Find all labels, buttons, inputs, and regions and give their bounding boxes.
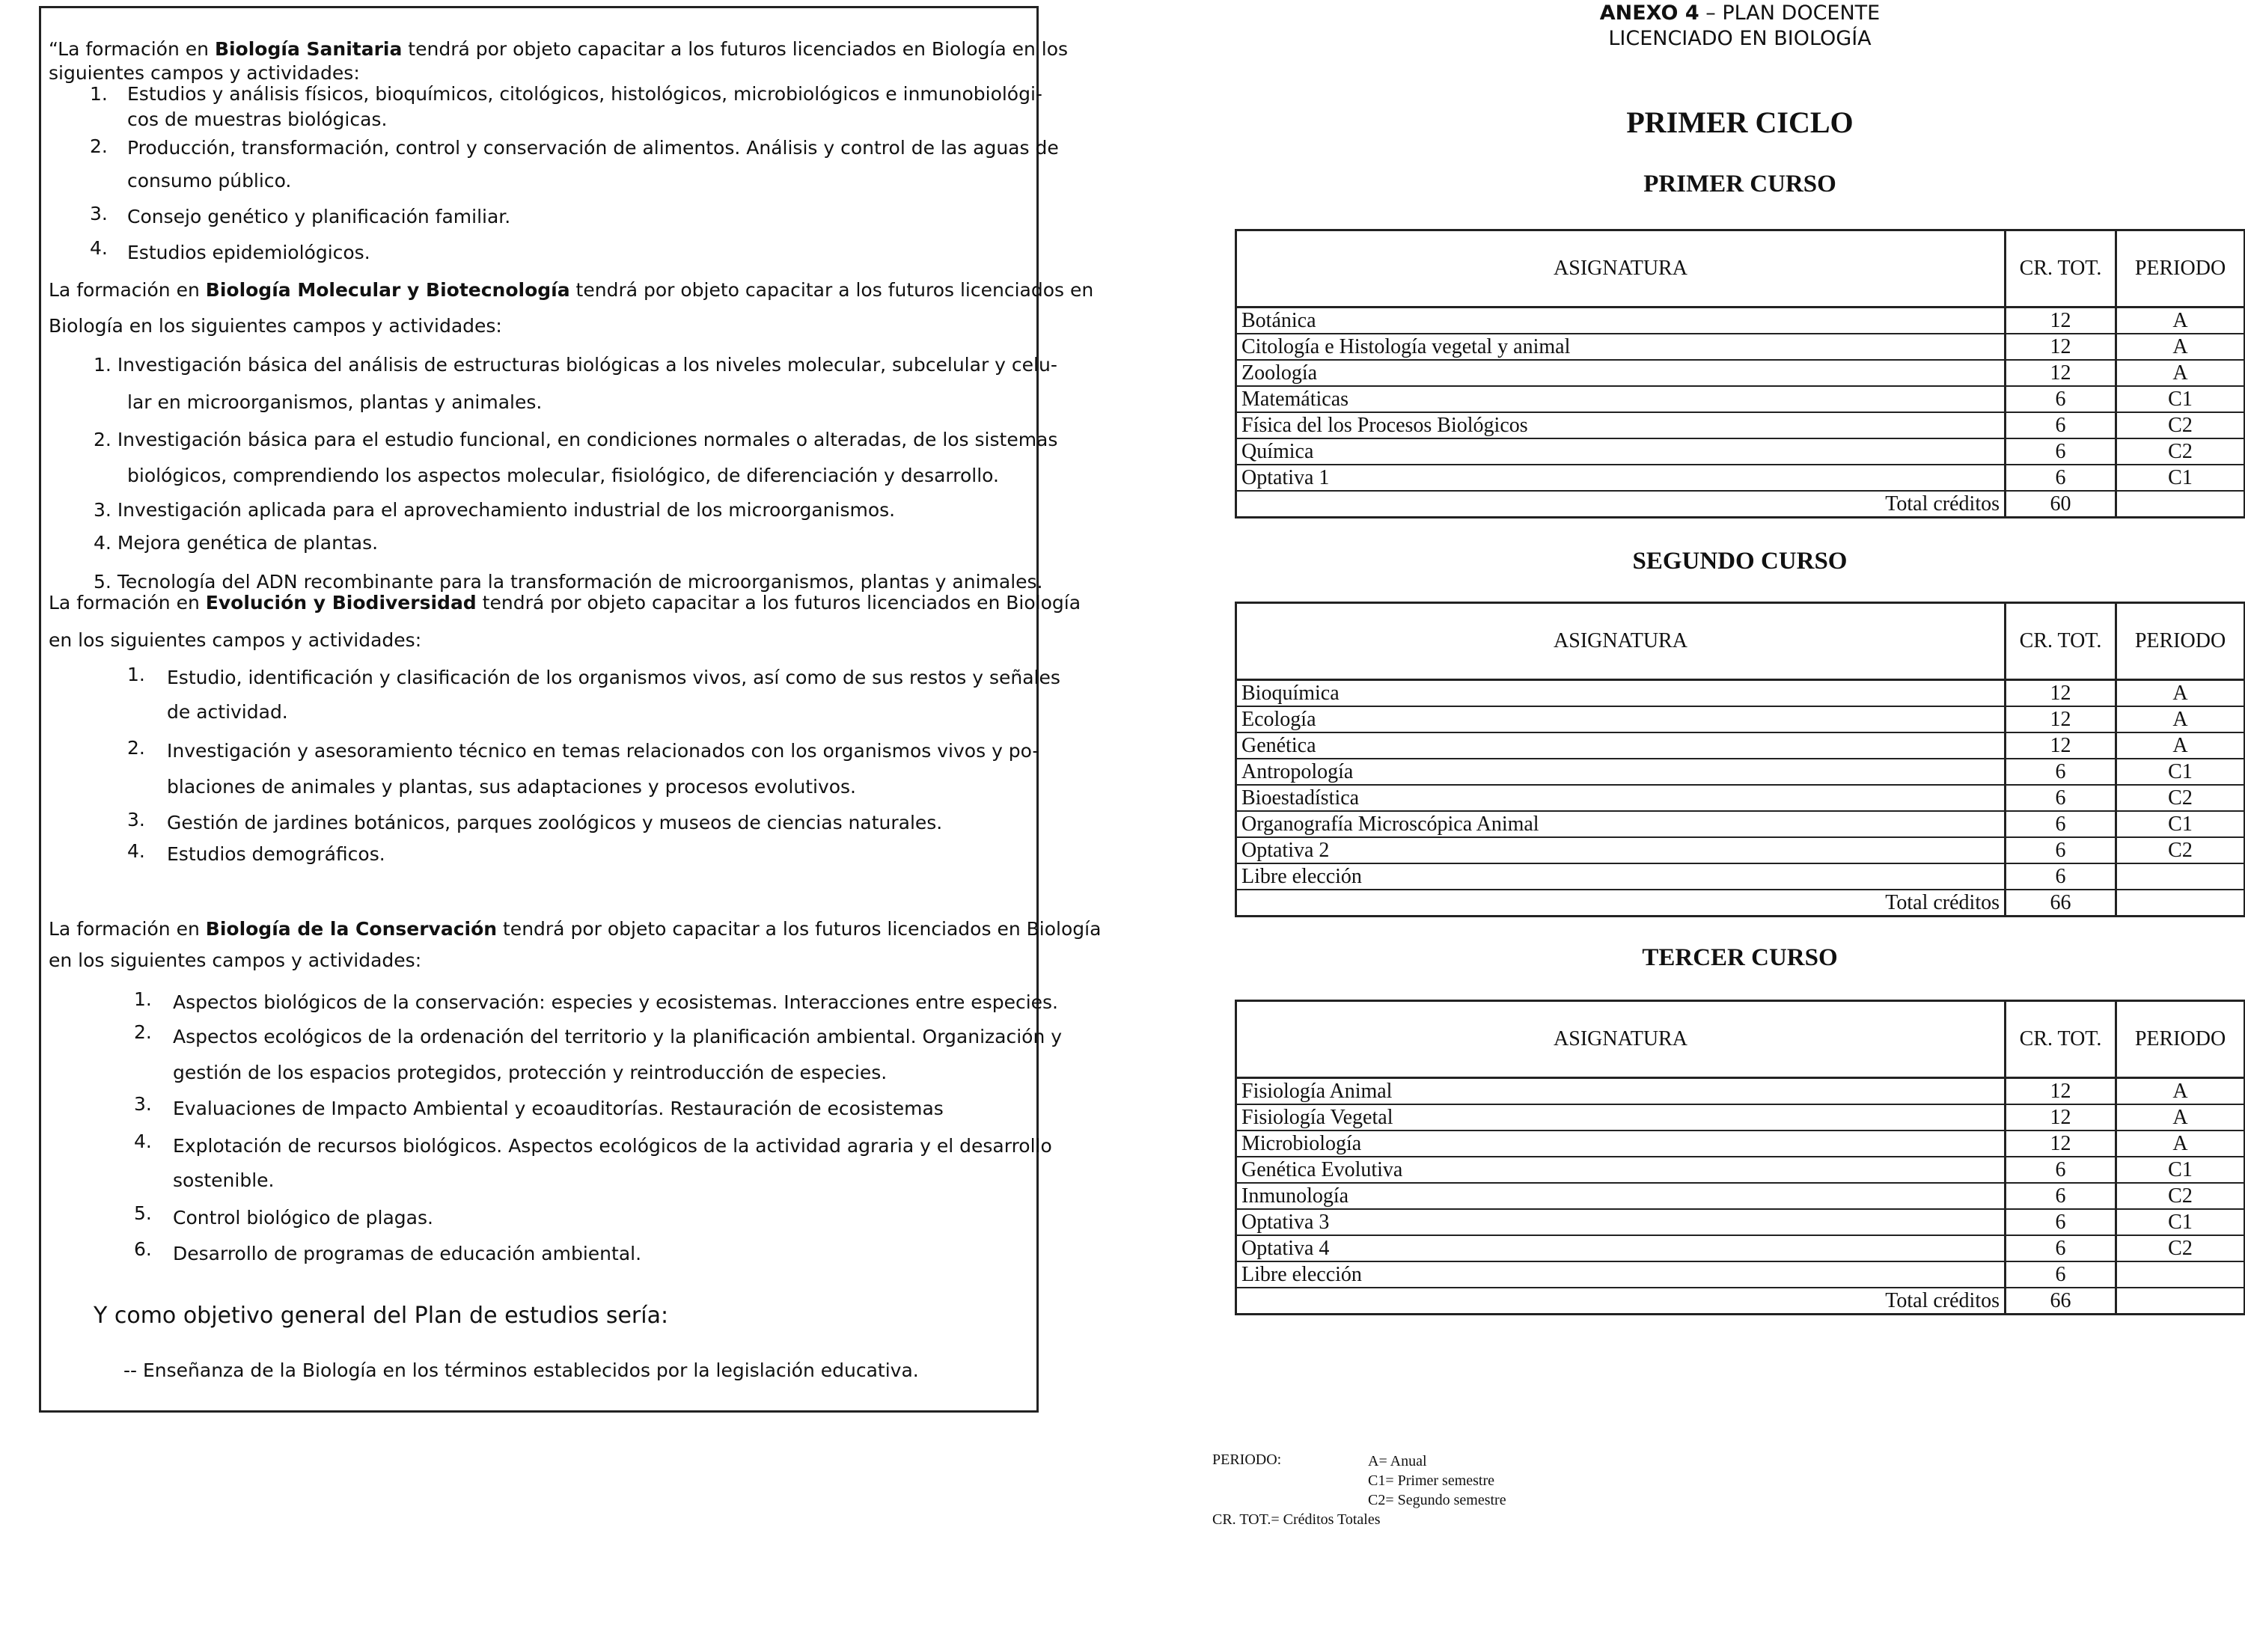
list-item-cont: cos de muestras biológicas. xyxy=(127,108,388,130)
table-row: Matemáticas 6 C1 xyxy=(1236,386,2245,412)
molecular-name: Biología Molecular y Biotecnología xyxy=(205,279,570,301)
legend-periodo-label: PERIODO: xyxy=(1212,1451,1282,1468)
course-table xyxy=(1235,229,2245,518)
list-item-number: 1. xyxy=(127,664,145,685)
legend-c1: C1= Primer semestre xyxy=(1368,1472,1495,1489)
table-row: Botánica 12 A xyxy=(1236,308,2245,334)
course-table xyxy=(1235,602,2245,917)
list-item: Aspectos ecológicos de la ordenación del territorio y la planificación ambiental. Organización y xyxy=(173,1026,1063,1047)
list-item: Estudios epidemiológicos. xyxy=(127,242,370,263)
list-item: Producción, transformación, control y conservación de alimentos. Análisis y control de las aguas de xyxy=(127,137,1059,159)
list-item-cont: de actividad. xyxy=(167,701,288,723)
legend-a: A= Anual xyxy=(1368,1453,1427,1469)
list-item-number: 4. xyxy=(127,840,145,862)
annex-title: ANEXO 4 – PLAN DOCENTE xyxy=(1599,1,1881,25)
col-period: PERIODO xyxy=(2116,603,2245,680)
list-item-number: 4. xyxy=(134,1131,152,1152)
list-item-cont: blaciones de animales y plantas, sus adaptaciones y procesos evolutivos. xyxy=(167,776,857,798)
conservation-name: Biología de la Conservación xyxy=(205,918,498,940)
list-item: Evaluaciones de Impacto Ambiental y ecoauditorías. Restauración de ecosistemas xyxy=(173,1098,944,1119)
table-row: Libre elección 6 xyxy=(1236,1261,2245,1288)
list-item-cont: sostenible. xyxy=(173,1169,275,1191)
sanitary-name: Biología Sanitaria xyxy=(214,38,403,60)
table-row: Antropología 6 C1 xyxy=(1236,759,2245,785)
list-item-number: 2. xyxy=(90,135,108,157)
list-item: Control biológico de plagas. xyxy=(173,1207,433,1229)
table-row: Genética Evolutiva 6 C1 xyxy=(1236,1157,2245,1183)
list-item-cont: consumo público. xyxy=(127,170,292,192)
col-credits: CR. TOT. xyxy=(2006,1001,2116,1078)
total-row: Total créditos 60 xyxy=(1236,491,2245,518)
table-row: Inmunología 6 C2 xyxy=(1236,1183,2245,1209)
list-item: 5. Tecnología del ADN recombinante para la transformación de microorganismos, plantas y animales. xyxy=(94,571,1043,593)
list-item: Consejo genético y planificación familiar. xyxy=(127,206,511,227)
list-item-cont: gestión de los espacios protegidos, protección y reintroducción de especies. xyxy=(173,1062,888,1083)
degree-title: LICENCIADO EN BIOLOGÍA xyxy=(1608,27,1872,50)
table-row: Zoología 12 A xyxy=(1236,360,2245,386)
list-item-number: 4. xyxy=(90,237,108,259)
list-item: Estudios demográficos. xyxy=(167,843,385,865)
col-credits: CR. TOT. xyxy=(2006,603,2116,680)
evolution-intro-line2: en los siguientes campos y actividades: xyxy=(49,629,422,651)
sanitary-intro-line2: siguientes campos y actividades: xyxy=(49,62,360,84)
list-item: 1. Investigación básica del análisis de estructuras biológicas a los niveles molecular, subcelular y celu- xyxy=(94,354,1057,376)
list-item: Aspectos biológicos de la conservación: especies y ecosistemas. Interacciones entre especies. xyxy=(173,991,1059,1013)
sanitary-intro: “La formación en Biología Sanitaria tendrá por objeto capacitar a los futuros licenciados en Biología en los xyxy=(49,38,1069,60)
table-row: Optativa 2 6 C2 xyxy=(1236,837,2245,863)
table-row: Física del los Procesos Biológicos 6 C2 xyxy=(1236,412,2245,438)
list-item-number: 2. xyxy=(134,1021,152,1043)
list-item: Investigación y asesoramiento técnico en temas relacionados con los organismos vivos y po- xyxy=(167,740,1039,762)
list-item: 2. Investigación básica para el estudio funcional, en condiciones normales o alteradas, de los sistemas xyxy=(94,429,1058,450)
legend-c2: C2= Segundo semestre xyxy=(1368,1492,1506,1508)
table-row: Organografía Microscópica Animal 6 C1 xyxy=(1236,811,2245,837)
objectives-panel xyxy=(39,6,1102,1413)
course-title: TERCER CURSO xyxy=(1642,944,1838,971)
list-item-number: 2. xyxy=(127,737,145,759)
table-row: Química 6 C2 xyxy=(1236,438,2245,465)
col-period: PERIODO xyxy=(2116,1001,2245,1078)
total-row: Total créditos 66 xyxy=(1236,890,2245,917)
general-objective-heading: Y como objetivo general del Plan de estudios sería: xyxy=(94,1303,669,1329)
list-item: Estudio, identificación y clasificación de los organismos vivos, así como de sus restos y señales xyxy=(167,667,1060,688)
list-item: Gestión de jardines botánicos, parques zoológicos y museos de ciencias naturales. xyxy=(167,812,943,833)
list-item-cont: lar en microorganismos, plantas y animales. xyxy=(127,391,543,413)
cycle-title: PRIMER CICLO xyxy=(1626,105,1854,139)
molecular-intro: La formación en Biología Molecular y Biotecnología tendrá por objeto capacitar a los futuros licenciados en xyxy=(49,279,1094,301)
table-row: Genética 12 A xyxy=(1236,732,2245,759)
list-item-number: 3. xyxy=(90,203,108,224)
col-credits: CR. TOT. xyxy=(2006,230,2116,308)
col-period: PERIODO xyxy=(2116,230,2245,308)
list-item: Explotación de recursos biológicos. Aspectos ecológicos de la actividad agraria y el desarrollo xyxy=(173,1135,1052,1157)
course-title: PRIMER CURSO xyxy=(1643,171,1836,198)
conservation-intro-line2: en los siguientes campos y actividades: xyxy=(49,949,422,971)
list-item-cont: biológicos, comprendiendo los aspectos molecular, fisiológico, de diferenciación y desarrollo. xyxy=(127,465,999,486)
evolution-name: Evolución y Biodiversidad xyxy=(205,592,477,614)
table-row: Optativa 3 6 C1 xyxy=(1236,1209,2245,1235)
table-row: Libre elección 6 xyxy=(1236,863,2245,890)
list-item-number: 5. xyxy=(134,1202,152,1224)
col-subject: ASIGNATURA xyxy=(1236,1001,2006,1078)
legend-crtot: CR. TOT.= Créditos Totales xyxy=(1212,1511,1381,1528)
evolution-intro: La formación en Evolución y Biodiversidad tendrá por objeto capacitar a los futuros licenciados en Biología xyxy=(49,592,1081,614)
molecular-intro-line2: Biología en los siguientes campos y actividades: xyxy=(49,315,502,337)
course-table xyxy=(1235,1000,2245,1315)
list-item: Estudios y análisis físicos, bioquímicos, citológicos, histológicos, microbiológicos e inmunobiológi- xyxy=(127,83,1042,105)
col-subject: ASIGNATURA xyxy=(1236,603,2006,680)
list-item: Desarrollo de programas de educación ambiental. xyxy=(173,1243,642,1264)
table-row: Ecología 12 A xyxy=(1236,706,2245,732)
list-item: 3. Investigación aplicada para el aprovechamiento industrial de los microorganismos. xyxy=(94,499,896,521)
course-title: SEGUNDO CURSO xyxy=(1632,548,1848,575)
list-item-number: 6. xyxy=(134,1238,152,1260)
table-row: Bioquímica 12 A xyxy=(1236,680,2245,707)
table-row: Fisiología Animal 12 A xyxy=(1236,1078,2245,1105)
col-subject: ASIGNATURA xyxy=(1236,230,2006,308)
table-row: Optativa 1 6 C1 xyxy=(1236,465,2245,491)
list-item-number: 1. xyxy=(90,83,108,105)
table-row: Microbiología 12 A xyxy=(1236,1131,2245,1157)
table-row: Fisiología Vegetal 12 A xyxy=(1236,1104,2245,1131)
list-item-number: 3. xyxy=(127,809,145,830)
list-item: 4. Mejora genética de plantas. xyxy=(94,532,379,554)
general-objective-item: -- Enseñanza de la Biología en los términos establecidos por la legislación educativa. xyxy=(123,1359,919,1381)
table-row: Optativa 4 6 C2 xyxy=(1236,1235,2245,1261)
list-item-number: 3. xyxy=(134,1093,152,1115)
list-item-number: 1. xyxy=(134,988,152,1010)
total-row: Total créditos 66 xyxy=(1236,1288,2245,1315)
table-row: Citología e Histología vegetal y animal 12 A xyxy=(1236,334,2245,360)
conservation-intro: La formación en Biología de la Conservación tendrá por objeto capacitar a los futuros licenciados en Biología xyxy=(49,918,1102,940)
table-row: Bioestadística 6 C2 xyxy=(1236,785,2245,811)
